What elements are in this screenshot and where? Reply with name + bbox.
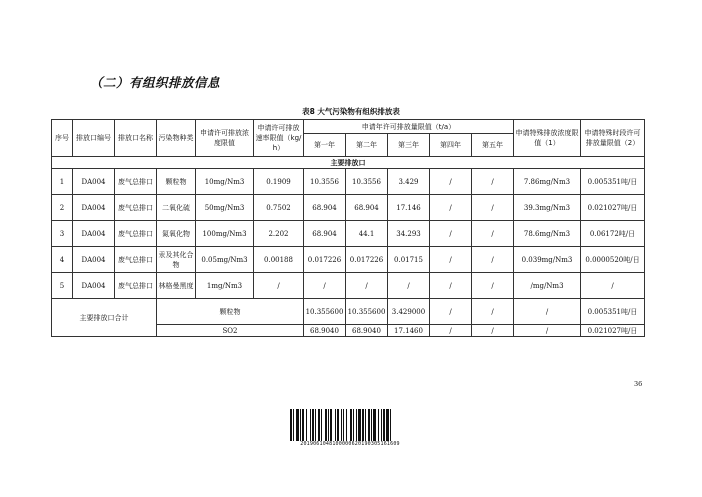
cell-pollutant: 二氧化硫: [157, 195, 196, 221]
cell-outlet-id: DA004: [73, 247, 115, 273]
barcode-bar: [353, 409, 354, 441]
totals-special-conc: /: [514, 325, 581, 337]
barcode-bar: [300, 409, 301, 441]
cell-seq: 4: [52, 247, 73, 273]
barcode-bar: [371, 409, 372, 441]
barcode-bar: [310, 409, 311, 441]
cell-year4: /: [430, 169, 472, 195]
barcode-bar: [390, 409, 391, 441]
barcode-bar: [378, 409, 379, 441]
barcode-bar: [386, 409, 389, 441]
totals-year4: /: [430, 325, 472, 337]
cell-special-conc: 0.039mg/Nm3: [514, 247, 581, 273]
cell-outlet-id: DA004: [73, 221, 115, 247]
page-number: 36: [634, 380, 643, 388]
cell-year3: 17.146: [388, 195, 430, 221]
cell-outlet-id: DA004: [73, 169, 115, 195]
cell-year5: /: [472, 195, 514, 221]
totals-special-period: 0.021027吨/日: [581, 325, 645, 337]
cell-pollutant: 林格曼黑度: [157, 273, 196, 299]
totals-special-conc: /: [514, 299, 581, 325]
cell-special-period: /: [581, 273, 645, 299]
table-row: [52, 195, 645, 221]
cell-rate: 2.202: [254, 221, 304, 247]
emissions-table: [51, 119, 645, 337]
section-heading: （二）有组织排放信息: [90, 75, 221, 90]
header-year4: 第四年: [430, 134, 472, 157]
cell-seq: 2: [52, 195, 73, 221]
barcode-bar: [368, 409, 370, 441]
totals-year5: /: [472, 325, 514, 337]
barcode-bar: [290, 409, 292, 441]
cell-seq: 1: [52, 169, 73, 195]
cell-year1: 10.3556: [304, 169, 346, 195]
totals-year4: /: [430, 299, 472, 325]
cell-seq: 5: [52, 273, 73, 299]
header-row-1: [52, 120, 645, 134]
table-row: [52, 169, 645, 195]
barcode-bar: [296, 409, 299, 441]
cell-conc: 50mg/Nm3: [196, 195, 254, 221]
barcode-bar: [325, 409, 327, 441]
totals-year3: 3.429000: [388, 299, 430, 325]
header-conc-limit: 申请许可排放浓度限值: [196, 120, 254, 157]
cell-outlet-id: DA004: [73, 195, 115, 221]
totals-year2: 10.355600: [346, 299, 388, 325]
table-row: [52, 247, 645, 273]
barcode-bar: [381, 409, 382, 441]
barcode-bar: [315, 409, 316, 441]
barcode-bar: [330, 409, 332, 441]
barcode-bar: [365, 409, 366, 441]
table-caption: 表8 大气污染物有组织排放表: [302, 107, 400, 116]
header-rate-limit: 申请许可排放速率限值（kg/h）: [254, 120, 304, 157]
barcode-bar: [312, 409, 314, 441]
cell-outlet-name: 废气总排口: [115, 221, 157, 247]
cell-special-period: 0.005351吨/日: [581, 169, 645, 195]
cell-year1: /: [304, 273, 346, 299]
barcode-bar: [328, 409, 329, 441]
cell-year5: /: [472, 247, 514, 273]
barcode-bar: [293, 409, 294, 441]
barcode-bar: [362, 409, 364, 441]
cell-conc: 1mg/Nm3: [196, 273, 254, 299]
header-pollutant: 污染物种类: [157, 120, 196, 157]
table-row: [52, 221, 645, 247]
header-outlet-name: 排放口名称: [115, 120, 157, 157]
totals-pollutant: 颗粒物: [157, 299, 304, 325]
cell-pollutant: 氮氧化物: [157, 221, 196, 247]
cell-outlet-name: 废气总排口: [115, 247, 157, 273]
totals-year1: 68.9040: [304, 325, 346, 337]
cell-special-conc: 39.3mg/Nm3: [514, 195, 581, 221]
barcode-bar: [337, 409, 339, 441]
cell-rate: 0.7502: [254, 195, 304, 221]
cell-special-period: 0.06172吨/日: [581, 221, 645, 247]
barcode-bar: [341, 409, 342, 441]
cell-special-conc: 78.6mg/Nm3: [514, 221, 581, 247]
cell-year3: 34.293: [388, 221, 430, 247]
header-year3: 第三年: [388, 134, 430, 157]
cell-seq: 3: [52, 221, 73, 247]
cell-pollutant: 汞及其化合物: [157, 247, 196, 273]
cell-year2: 10.3556: [346, 169, 388, 195]
totals-year3: 17.1460: [388, 325, 430, 337]
cell-year1: 68.904: [304, 221, 346, 247]
subheader-main-outlets: 主要排放口: [52, 157, 645, 169]
header-year1: 第一年: [304, 134, 346, 157]
totals-label: 主要排放口合计: [52, 299, 157, 337]
cell-special-period: 0.0000520吨/日: [581, 247, 645, 273]
totals-pollutant: SO2: [157, 325, 304, 337]
barcode-bar: [335, 409, 336, 441]
cell-conc: 0.05mg/Nm3: [196, 247, 254, 273]
cell-year3: 3.429: [388, 169, 430, 195]
header-year2: 第二年: [346, 134, 388, 157]
barcode-bars: [290, 409, 410, 441]
cell-year5: /: [472, 273, 514, 299]
totals-year1: 10.355600: [304, 299, 346, 325]
subheader-row: [52, 157, 645, 169]
barcode-bar: [350, 409, 352, 441]
barcode-bar: [321, 409, 322, 441]
barcode-bar: [373, 409, 376, 441]
barcode-bar: [343, 409, 344, 441]
cell-conc: 10mg/Nm3: [196, 169, 254, 195]
header-special-period: 申请特殊时段许可排放量限值（2）: [581, 120, 645, 157]
header-outlet-id: 排放口编号: [73, 120, 115, 157]
cell-year1: 68.904: [304, 195, 346, 221]
cell-year4: /: [430, 221, 472, 247]
cell-special-period: 0.021027吨/日: [581, 195, 645, 221]
cell-special-conc: 7.86mg/Nm3: [514, 169, 581, 195]
cell-year3: 0.01715: [388, 247, 430, 273]
totals-year5: /: [472, 299, 514, 325]
barcode-bar: [302, 409, 304, 441]
cell-outlet-id: DA004: [73, 273, 115, 299]
barcode-bar: [318, 409, 320, 441]
barcode-bar: [358, 409, 361, 441]
cell-pollutant: 颗粒物: [157, 169, 196, 195]
cell-rate: 0.00188: [254, 247, 304, 273]
cell-year4: /: [430, 195, 472, 221]
cell-year2: /: [346, 273, 388, 299]
cell-year5: /: [472, 221, 514, 247]
cell-year2: 68.904: [346, 195, 388, 221]
barcode-bar: [346, 409, 347, 441]
barcode-bar: [306, 409, 307, 441]
cell-year4: /: [430, 273, 472, 299]
cell-conc: 100mg/Nm3: [196, 221, 254, 247]
table-row: [52, 273, 645, 299]
header-annual-group: 申请年许可排放量限值（t/a）: [304, 120, 514, 134]
cell-year4: /: [430, 247, 472, 273]
barcode-bar: [383, 409, 385, 441]
cell-outlet-name: 废气总排口: [115, 195, 157, 221]
header-seq: 序号: [52, 120, 73, 157]
cell-special-conc: /mg/Nm3: [514, 273, 581, 299]
barcode-digits: 20190610481000006201903051616​09: [300, 441, 400, 447]
totals-row: [52, 299, 645, 325]
cell-year1: 0.017226: [304, 247, 346, 273]
cell-rate: 0.1909: [254, 169, 304, 195]
cell-year5: /: [472, 169, 514, 195]
cell-year3: /: [388, 273, 430, 299]
cell-outlet-name: 废气总排口: [115, 169, 157, 195]
cell-year2: 0.017226: [346, 247, 388, 273]
header-special-conc: 申请特殊排放浓度限值（1）: [514, 120, 581, 157]
totals-special-period: 0.005351吨/日: [581, 299, 645, 325]
totals-year2: 68.9040: [346, 325, 388, 337]
header-year5: 第五年: [472, 134, 514, 157]
barcode-bar: [356, 409, 357, 441]
cell-outlet-name: 废气总排口: [115, 273, 157, 299]
cell-year2: 44.1: [346, 221, 388, 247]
cell-rate: /: [254, 273, 304, 299]
